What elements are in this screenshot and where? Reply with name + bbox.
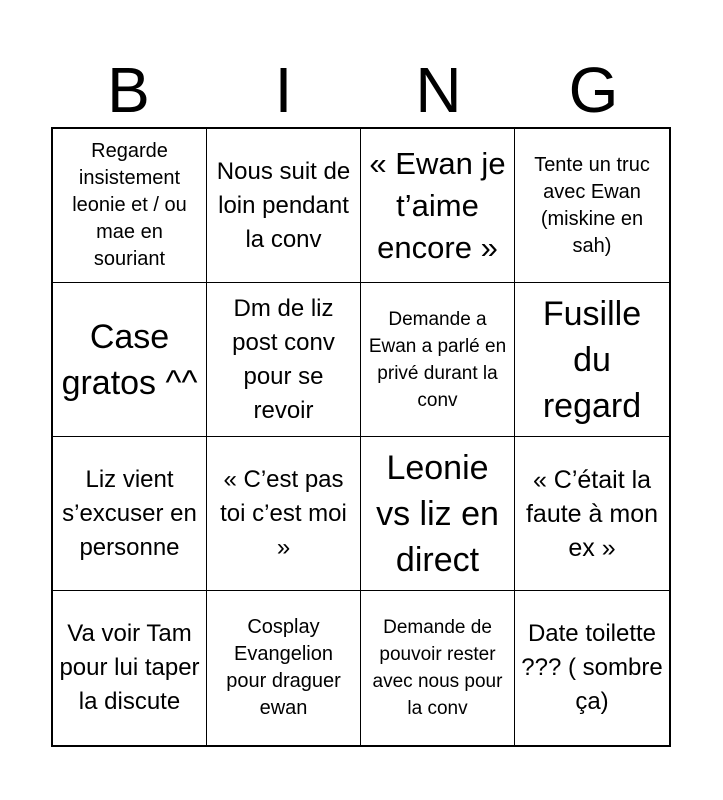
bingo-header [51, 52, 671, 128]
bingo-cell-13[interactable] [53, 591, 207, 745]
bingo-board [51, 127, 671, 747]
bingo-cell-16[interactable] [515, 591, 669, 745]
bingo-cell-11[interactable] [361, 437, 515, 591]
bingo-cell-1[interactable] [53, 129, 207, 283]
cell-text: Case gratos ^^ [61, 317, 198, 402]
header-letter-g: G [568, 54, 619, 126]
bingo-cell-7[interactable] [361, 283, 515, 437]
bingo-cell-10[interactable] [207, 437, 361, 591]
bingo-cell-3[interactable] [361, 129, 515, 283]
header-letter-n: N [415, 54, 462, 126]
bingo-cell-5[interactable] [53, 283, 207, 437]
cell-text: Dm de liz post conv pour se revoir [232, 294, 335, 424]
cell-text: Tente un truc avec Ewan (miskine en sah) [534, 153, 650, 257]
bingo-cell-14[interactable] [207, 591, 361, 745]
cell-text: Leonie vs liz en direct [376, 448, 499, 579]
cell-text: Liz vient s’excuser en personne [62, 465, 197, 561]
bingo-cell-12[interactable] [515, 437, 669, 591]
cell-text: « Ewan je t’aime encore » [369, 145, 506, 265]
header-letter-i: I [274, 54, 293, 126]
cell-text: Demande a Ewan a parlé en privé durant la conv [368, 308, 507, 411]
bingo-cell-8[interactable] [515, 283, 669, 437]
cell-text: Regarde insistement leonie et / ou mae en souriant [72, 140, 187, 270]
cell-text: « C’était la faute à mon ex » [525, 465, 659, 562]
bingo-cell-4[interactable] [515, 129, 669, 283]
bingo-cell-15[interactable] [361, 591, 515, 745]
header-letter-b: B [107, 54, 150, 126]
cell-text: Nous suit de loin pendant la conv [216, 157, 351, 253]
cell-text: Fusille du regard [542, 294, 642, 425]
bingo-cell-9[interactable] [53, 437, 207, 591]
cell-text: « C’est pas toi c’est moi » [220, 465, 347, 561]
bingo-cell-2[interactable] [207, 129, 361, 283]
bingo-cell-6[interactable] [207, 283, 361, 437]
cell-text: Demande de pouvoir rester avec nous pour la conv [372, 617, 503, 719]
cell-text: Date toilette ??? ( sombre ça) [521, 620, 663, 715]
cell-text: Va voir Tam pour lui taper la discute [59, 620, 200, 715]
cell-text: Cosplay Evangelion pour draguer ewan [226, 616, 341, 719]
